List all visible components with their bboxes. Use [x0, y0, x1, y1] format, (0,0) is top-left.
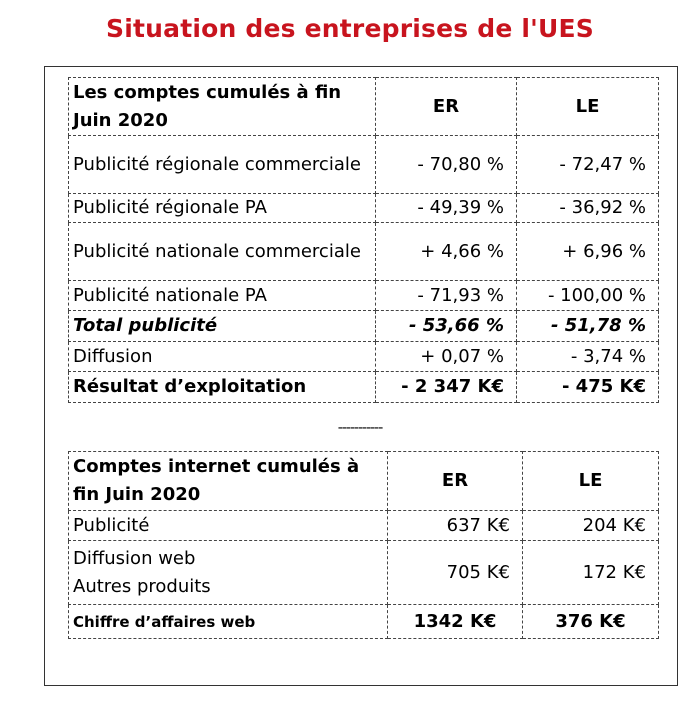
table-row: [69, 342, 659, 372]
value-le: - 475 K€: [517, 372, 659, 403]
table-header-label: Comptes internet cumulés à fin Juin 2020: [69, 452, 388, 511]
value-le: - 72,47 %: [517, 136, 659, 194]
table-row: [69, 281, 659, 311]
value-le: - 51,78 %: [517, 311, 659, 342]
value-le: 172 K€: [523, 541, 659, 605]
table-row: [69, 136, 659, 194]
column-header-er: ER: [376, 78, 517, 136]
value-le: 376 K€: [523, 605, 659, 639]
row-label: Publicité nationale PA: [69, 281, 376, 311]
row-label: Total publicité: [69, 311, 376, 342]
page-title: Situation des entreprises de l'UES: [106, 14, 594, 43]
value-le: 204 K€: [523, 511, 659, 541]
row-label: Chiffre d’affaires web: [69, 605, 388, 639]
row-label: Publicité régionale commerciale: [69, 136, 376, 194]
table-header-row: [69, 78, 659, 136]
value-er: - 71,93 %: [376, 281, 517, 311]
value-er: - 70,80 %: [376, 136, 517, 194]
value-er: 705 K€: [388, 541, 523, 605]
row-label: Publicité nationale commerciale: [69, 223, 376, 281]
table-header-row: [69, 452, 659, 511]
internet-accounts-table: [68, 451, 659, 639]
revenue-row: [69, 605, 659, 639]
value-er: + 0,07 %: [376, 342, 517, 372]
total-row: [69, 311, 659, 342]
row-label: [69, 541, 388, 605]
cumulative-accounts-table: [68, 77, 659, 403]
row-label-line2: Autres produits: [73, 575, 211, 597]
value-er: - 2 347 K€: [376, 372, 517, 403]
table-row: [69, 223, 659, 281]
column-header-le: LE: [523, 452, 659, 511]
table-row: [69, 541, 659, 605]
table-row: [69, 194, 659, 223]
table-row: [69, 511, 659, 541]
separator-line: -----------: [337, 420, 383, 436]
value-er: 637 K€: [388, 511, 523, 541]
table-header-label: Les comptes cumulés à fin Juin 2020: [69, 78, 376, 136]
row-label: Publicité: [69, 511, 388, 541]
column-header-er: ER: [388, 452, 523, 511]
column-header-le: LE: [517, 78, 659, 136]
value-le: - 3,74 %: [517, 342, 659, 372]
value-er: + 4,66 %: [376, 223, 517, 281]
value-er: 1342 K€: [388, 605, 523, 639]
row-label: Publicité régionale PA: [69, 194, 376, 223]
row-label: Diffusion: [69, 342, 376, 372]
value-le: - 36,92 %: [517, 194, 659, 223]
row-label: Résultat d’exploitation: [69, 372, 376, 403]
value-er: - 49,39 %: [376, 194, 517, 223]
value-le: - 100,00 %: [517, 281, 659, 311]
result-row: [69, 372, 659, 403]
value-er: - 53,66 %: [376, 311, 517, 342]
value-le: + 6,96 %: [517, 223, 659, 281]
row-label-line1: Diffusion web: [73, 547, 196, 569]
